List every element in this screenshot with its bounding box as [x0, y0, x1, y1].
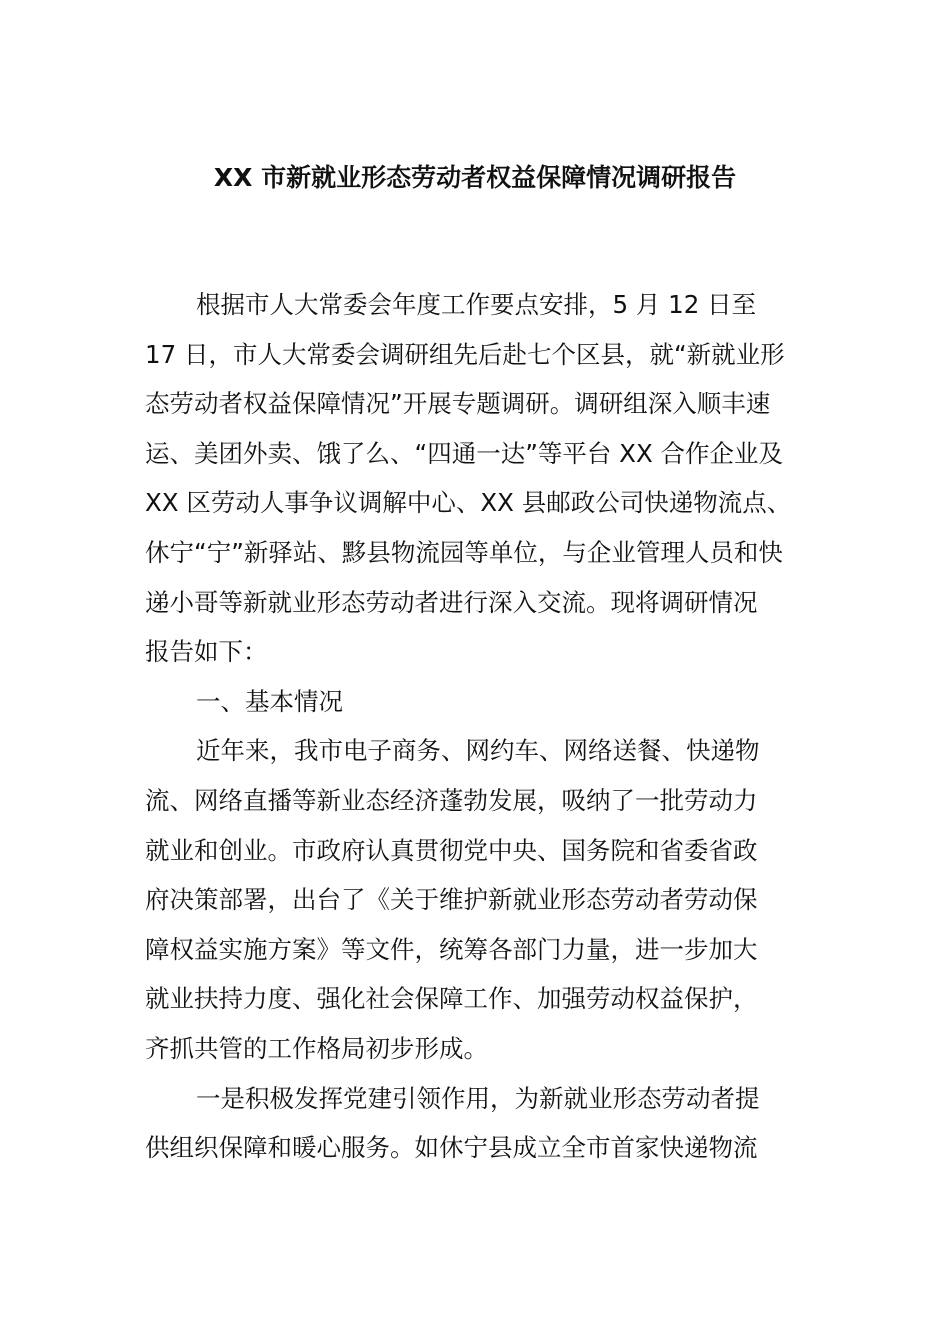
paragraph-line: 休宁“宁”新驿站、黟县物流园等单位，与企业管理人员和快 [145, 537, 783, 567]
paragraph-line: 近年来，我市电子商务、网约车、网络送餐、快递物 [196, 736, 760, 766]
paragraph-line: 17 日，市人大常委会调研组先后赴七个区县，就“新就业形 [145, 339, 785, 369]
paragraph-line: 运、美团外卖、饿了么、“四通一达”等平台 XX 合作企业及 [145, 438, 784, 468]
paragraph-line: XX 区劳动人事争议调解中心、XX 县邮政公司快递物流点、 [145, 488, 792, 518]
paragraph-line: 一是积极发挥党建引领作用，为新就业形态劳动者提 [196, 1083, 760, 1113]
paragraph-line: 齐抓共管的工作格局初步形成。 [145, 1033, 488, 1063]
paragraph-line: 供组织保障和暖心服务。如休宁县成立全市首家快递物流 [145, 1133, 758, 1163]
paragraph-line: 根据市人大常委会年度工作要点安排，5 月 12 日至 [196, 290, 757, 319]
paragraph-line: 报告如下： [145, 637, 268, 667]
paragraph-line: 障权益实施方案》等文件，统筹各部门力量，进一步加大 [145, 934, 758, 964]
paragraph-line: 递小哥等新就业形态劳动者进行深入交流。现将调研情况 [145, 587, 758, 617]
document-title: XX 市新就业形态劳动者权益保障情况调研报告 [213, 163, 737, 192]
paragraph-line: 就业和创业。市政府认真贯彻党中央、国务院和省委省政 [145, 835, 758, 865]
paragraph-line: 府决策部署，出台了《关于维护新就业形态劳动者劳动保 [145, 885, 758, 915]
paragraph-line: 流、网络直播等新业态经济蓬勃发展，吸纳了一批劳动力 [145, 785, 758, 815]
document-body [145, 280, 815, 1173]
paragraph-line: 态劳动者权益保障情况”开展专题调研。调研组深入顺丰速 [145, 389, 771, 419]
section-heading: 一、基本情况 [196, 686, 343, 716]
paragraph-line: 就业扶持力度、强化社会保障工作、加强劳动权益保护， [145, 984, 758, 1014]
